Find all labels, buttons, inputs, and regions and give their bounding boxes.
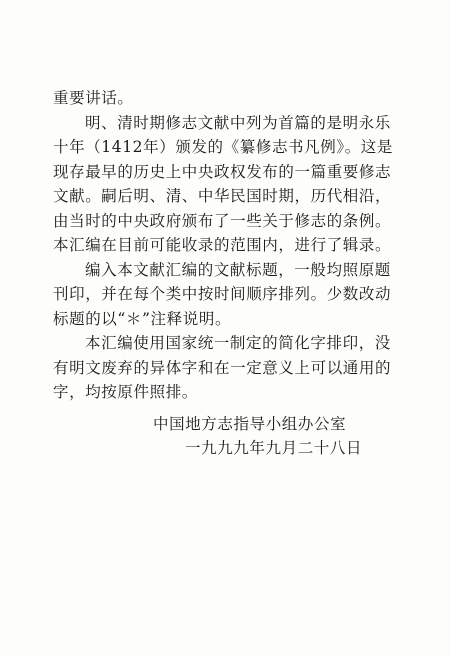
paragraph-title-conventions: 编入本文献汇编的文献标题，一般均照原题刊印，并在每个类中按时间顺序排列。少数改动标题的以“＊”注释说明。 <box>53 260 392 328</box>
paragraph-character-usage: 本汇编使用国家统一制定的简化字排印，没有明文废弃的异体字和在一定意义上可以通用的字，均按原件照排。 <box>53 334 392 401</box>
signature-date: 一九九九年九月二十八日 <box>185 439 363 457</box>
signature-organization: 中国地方志指导小组办公室 <box>153 415 347 433</box>
paragraph-continuation: 重要讲话。 <box>53 89 134 107</box>
paragraph-ming-qing-documents: 明、清时期修志文献中列为首篇的是明永乐十年（1412年）颁发的《纂修志书凡例》。这是现存最早的历史上中央政权发布的一篇重要修志文献。嗣后明、清、中华民国时期，历代相沿，由当时的中央政府颁布了一些关于修志的条例。本汇编在目前可能收录的范围内，进行了辑录。 <box>53 113 393 254</box>
body-text <box>53 86 398 405</box>
